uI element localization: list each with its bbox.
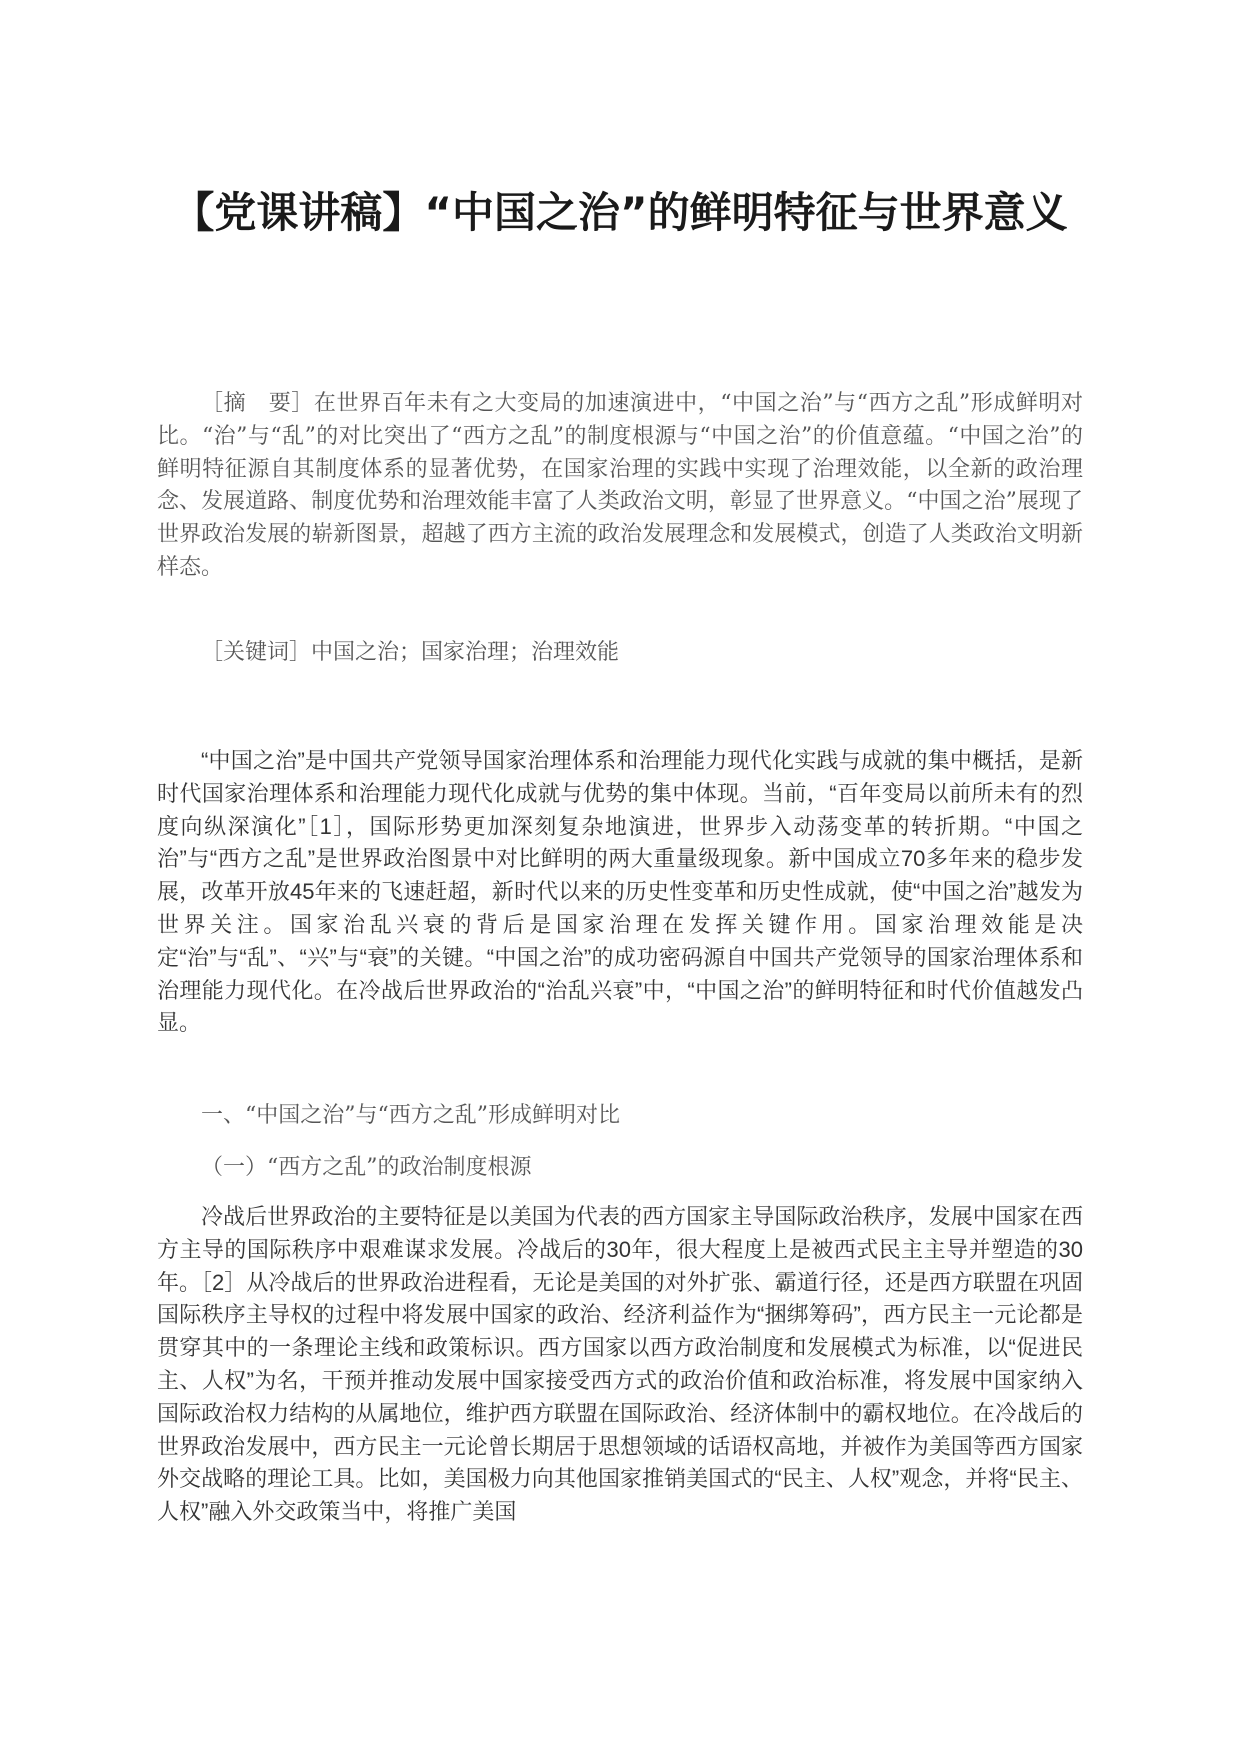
subsection-heading-1-1: （一）“西方之乱”的政治制度根源 [201,1155,532,1180]
keywords-line: ［关键词］中国之治；国家治理；治理效能 [201,640,620,665]
section-heading-1: 一、“中国之治”与“西方之乱”形成鲜明对比 [201,1103,620,1128]
body-paragraph-1: 冷战后世界政治的主要特征是以美国为代表的西方国家主导国际政治秩序，发展中国家在西方主导的国际秩序中艰难谋求发展。冷战后的30年，很大程度上是被西式民主主导并塑造的30年。［2］从冷战后的世界政治进程看，无论是美国的对外扩张、霸道行径，还是西方联盟在巩固国际秩序主导权的过程中将发展中国家的政治、经济利益作为“捆绑筹码”，西方民主一元论都是贯穿其中的一条理论主线和政策标识。西方国家以西方政治制度和发展模式为标准，以“促进民主、人权”为名，干预并推动发展中国家接受西方式的政治价值和政治标准，将发展中国家纳入国际政治权力结构的从属地位，维护西方联盟在国际政治、经济体制中的霸权地位。在冷战后的世界政治发展中，西方民主一元论曾长期居于思想领域的话语权高地，并被作为美国等西方国家外交战略的理论工具。比如，美国极力向其他国家推销美国式的“民主、人权”观念，并将“民主、人权”融入外交政策当中，将推广美国 [157,1204,1083,1525]
intro-paragraph: “中国之治”是中国共产党领导国家治理体系和治理能力现代化实践与成就的集中概括，是新时代国家治理体系和治理能力现代化成就与优势的集中体现。当前，“百年变局以前所未有的烈度向纵深演化”［1］，国际形势更加深刻复杂地演进，世界步入动荡变革的转折期。“中国之治”与“西方之乱”是世界政治图景中对比鲜明的两大重量级现象。新中国成立70多年来的稳步发展，改革开放45年来的飞速赶超，新时代以来的历史性变革和历史性成就，使“中国之治”越发为世界关注。国家治乱兴衰的背后是国家治理在发挥关键作用。国家治理效能是决定“治”与“乱”、“兴”与“衰”的关键。“中国之治”的成功密码源自中国共产党领导的国家治理体系和治理能力现代化。在冷战后世界政治的“治乱兴衰”中，“中国之治”的鲜明特征和时代价值越发凸显。 [157,748,1083,1036]
abstract-paragraph: ［摘 要］在世界百年未有之大变局的加速演进中，“中国之治”与“西方之乱”形成鲜明对比。“治”与“乱”的对比突出了“西方之乱”的制度根源与“中国之治”的价值意蕴。“中国之治”的鲜明特征源自其制度体系的显著优势，在国家治理的实践中实现了治理效能，以全新的政治理念、发展道路、制度优势和治理效能丰富了人类政治文明，彰显了世界意义。“中国之治”展现了世界政治发展的崭新图景，超越了西方主流的政治发展理念和发展模式，创造了人类政治文明新样态。 [157,391,1083,580]
document-title: 【党课讲稿】“中国之治”的鲜明特征与世界意义 [172,188,1068,237]
